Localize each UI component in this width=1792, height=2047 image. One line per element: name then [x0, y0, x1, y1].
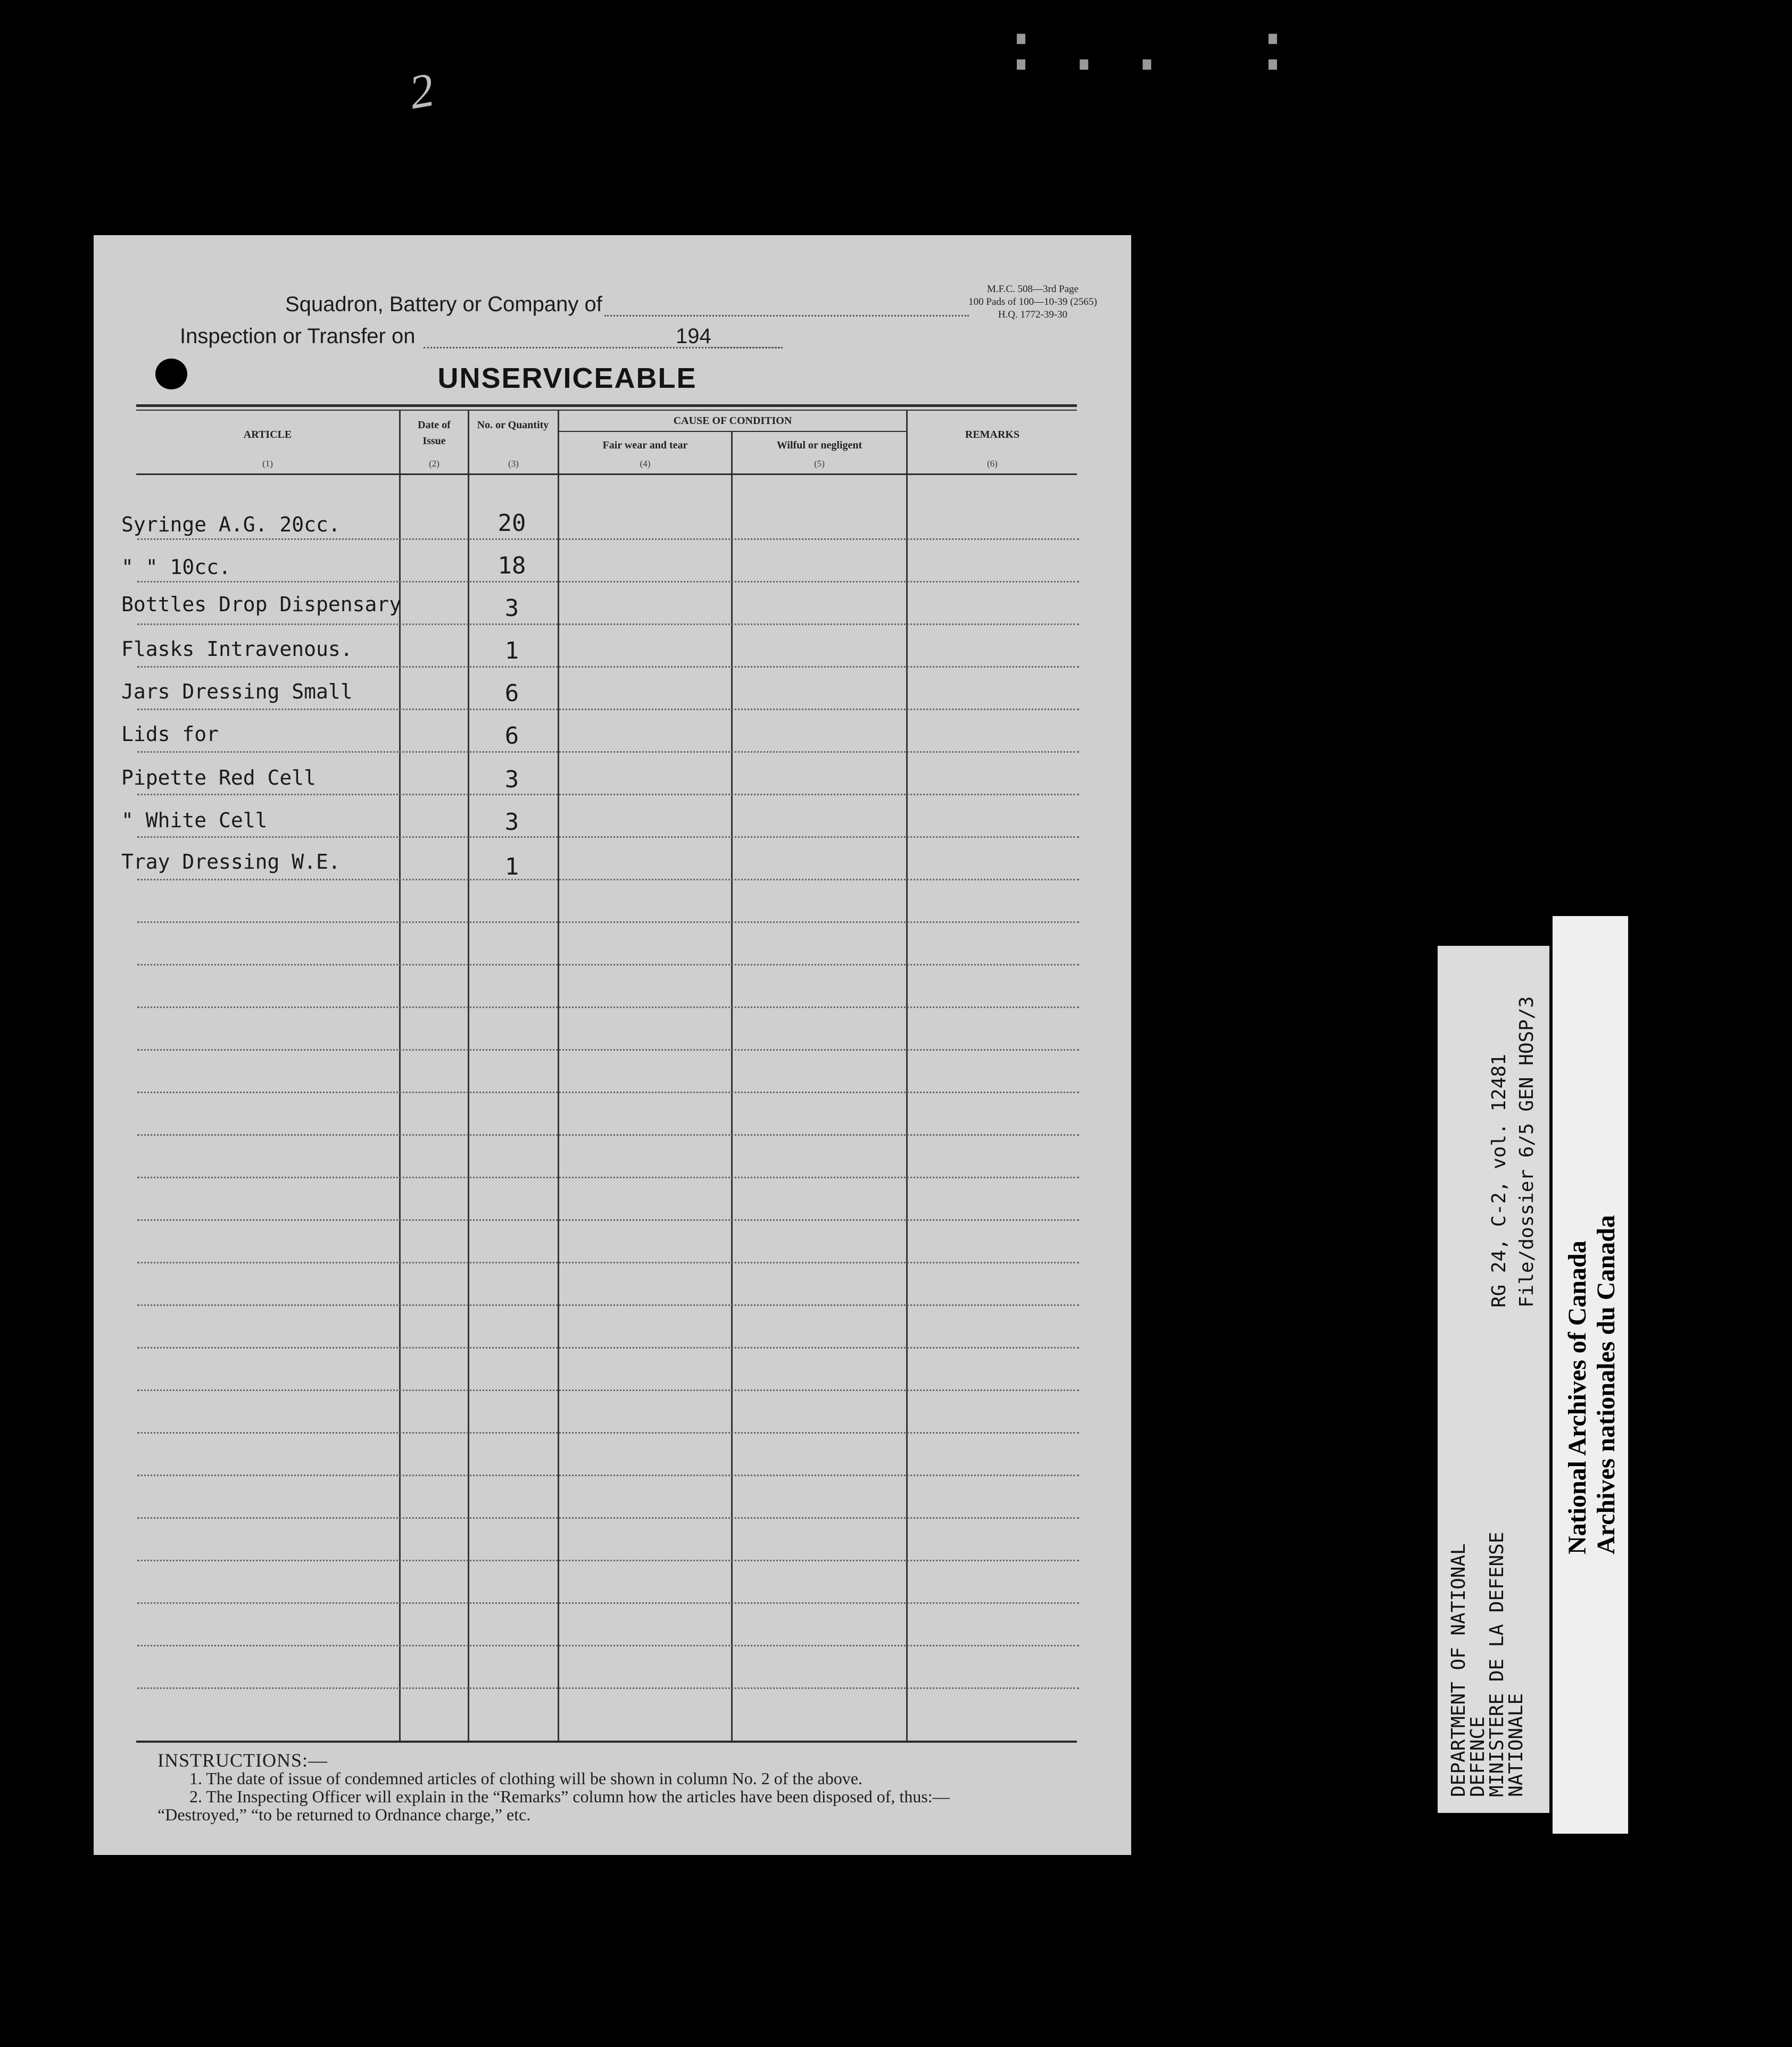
header-quantity-num: (3): [508, 459, 519, 469]
form-sheet: [94, 235, 1131, 1855]
inspection-label: Inspection or Transfer on: [180, 324, 416, 348]
quantity-cell: 3: [504, 595, 519, 622]
header-remarks-num: (6): [987, 459, 998, 469]
archive-name-en: National Archives of Canada: [1563, 1241, 1591, 1554]
article-cell: Syringe A.G. 20cc.: [121, 513, 341, 536]
article-cell: Flasks Intravenous.: [121, 637, 353, 661]
table-row: [137, 1304, 1079, 1306]
quantity-cell: 6: [504, 722, 519, 750]
article-cell: " " 10cc.: [121, 555, 231, 579]
year-field[interactable]: [711, 347, 783, 348]
table-row: [137, 1389, 1079, 1391]
dept-fr-2: NATIONALE: [1505, 1693, 1527, 1797]
header-cause: CAUSE OF CONDITION: [673, 415, 792, 427]
header-fair-wear: Fair wear and tear: [602, 439, 688, 451]
archive-name-fr: Archives nationales du Canada: [1592, 1215, 1620, 1554]
table-row: [137, 879, 1079, 880]
title-rule: [136, 404, 1077, 407]
form-title: UNSERVICEABLE: [437, 362, 697, 394]
table-row: [137, 666, 1079, 668]
instruction-item: 1. The date of issue of condemned articles of clothing will be shown in column No. 2 of the above.: [189, 1769, 862, 1788]
col-divider: [558, 411, 559, 1741]
header-date-num: (2): [429, 459, 439, 469]
quantity-cell: 3: [504, 766, 519, 793]
year-prefix: 194: [676, 324, 711, 348]
table-row: [137, 1134, 1079, 1136]
form-code-line: M.F.C. 508—3rd Page: [986, 284, 1079, 295]
table-bottom-rule: [136, 1741, 1077, 1743]
archive-reference-tag: [1438, 946, 1549, 1813]
instruction-item-cont: “Destroyed,” “to be returned to Ordnance charge,” etc.: [157, 1805, 531, 1824]
instructions: [157, 1751, 1094, 1824]
article-cell: Jars Dressing Small: [121, 680, 353, 703]
table-row: [137, 1219, 1079, 1221]
table-row: [137, 1177, 1079, 1178]
header-article-num: (1): [262, 459, 273, 469]
table-row: [137, 1645, 1079, 1646]
article-cell: Pipette Red Cell: [121, 766, 317, 789]
header-article: ARTICLE: [243, 429, 292, 440]
col-divider: [731, 432, 733, 1741]
header-date-issue: Date of Issue: [418, 419, 451, 447]
dept-en: DEPARTMENT OF NATIONAL: [1448, 1543, 1470, 1797]
table-row: [137, 1006, 1079, 1008]
archive-name-text: [1563, 1215, 1621, 1554]
table-row: [137, 1687, 1079, 1689]
article-cell: Lids for: [121, 722, 219, 746]
article-cell: Tray Dressing W.E.: [121, 850, 341, 873]
table-row: [137, 1262, 1079, 1263]
header-quantity: No. or Quantity: [477, 419, 549, 431]
col-divider: [906, 411, 908, 1741]
table-row: [137, 1092, 1079, 1093]
quantity-cell: 6: [504, 680, 519, 707]
form-code-line: 100 Pads of 100—10-39 (2565): [968, 296, 1097, 307]
archive-ref-1: RG 24, C-2, vol. 12481: [1488, 1054, 1510, 1308]
table-row: [137, 1602, 1079, 1604]
table-row: [137, 538, 1079, 540]
table-row: [137, 1560, 1079, 1561]
table-row: [137, 964, 1079, 966]
table-row: [137, 1049, 1079, 1051]
col-divider: [468, 411, 469, 1741]
top-stamp-marks: :.. :: [1000, 5, 1315, 86]
form-code-line: H.Q. 1772-39-30: [998, 309, 1068, 320]
table-row: [137, 751, 1079, 753]
handwritten-mark: 2: [405, 63, 438, 120]
quantity-cell: 3: [504, 809, 519, 836]
table-row: [137, 794, 1079, 795]
header-wilful: Wilful or negligent: [776, 439, 862, 451]
squadron-label: Squadron, Battery or Company of: [285, 293, 602, 316]
quantity-cell: 18: [497, 552, 526, 579]
table-row: [137, 1347, 1079, 1349]
instruction-item: 2. The Inspecting Officer will explain in the “Remarks” column how the articles have been disposed of, thus:—: [189, 1787, 950, 1806]
quantity-cell: 1: [504, 637, 519, 664]
quantity-cell: 20: [497, 510, 526, 537]
article-cell: Bottles Drop Dispensary: [121, 593, 402, 616]
table-row: [137, 1432, 1079, 1434]
table-row: [137, 836, 1079, 838]
instructions-heading: INSTRUCTIONS:—: [157, 1750, 328, 1771]
table-row: [137, 709, 1079, 710]
squadron-field[interactable]: [604, 315, 969, 317]
archive-name-tag: [1553, 916, 1628, 1834]
header-wilful-num: (5): [814, 459, 825, 469]
quantity-cell: 1: [504, 853, 519, 880]
header-fair-wear-num: (4): [640, 459, 651, 469]
table-row: [137, 623, 1079, 625]
archive-ref-text: [1490, 996, 1537, 1308]
archive-dept-text: [1449, 1532, 1526, 1798]
table-row: [137, 1517, 1079, 1519]
archive-ref-2: File/dossier 6/5 GEN HOSP/3: [1516, 996, 1538, 1308]
cause-rule: [558, 431, 906, 432]
table-row: [137, 921, 1079, 923]
article-cell: " White Cell: [121, 809, 268, 832]
header-rule: [136, 473, 1077, 475]
header-remarks: REMARKS: [965, 429, 1020, 440]
title-rule-thin: [136, 410, 1077, 411]
table-row: [137, 1475, 1079, 1476]
dept-en-2: DEFENCE: [1467, 1716, 1489, 1797]
dept-fr: MINISTERE DE LA DEFENSE: [1486, 1532, 1508, 1797]
table-row: [137, 581, 1079, 583]
